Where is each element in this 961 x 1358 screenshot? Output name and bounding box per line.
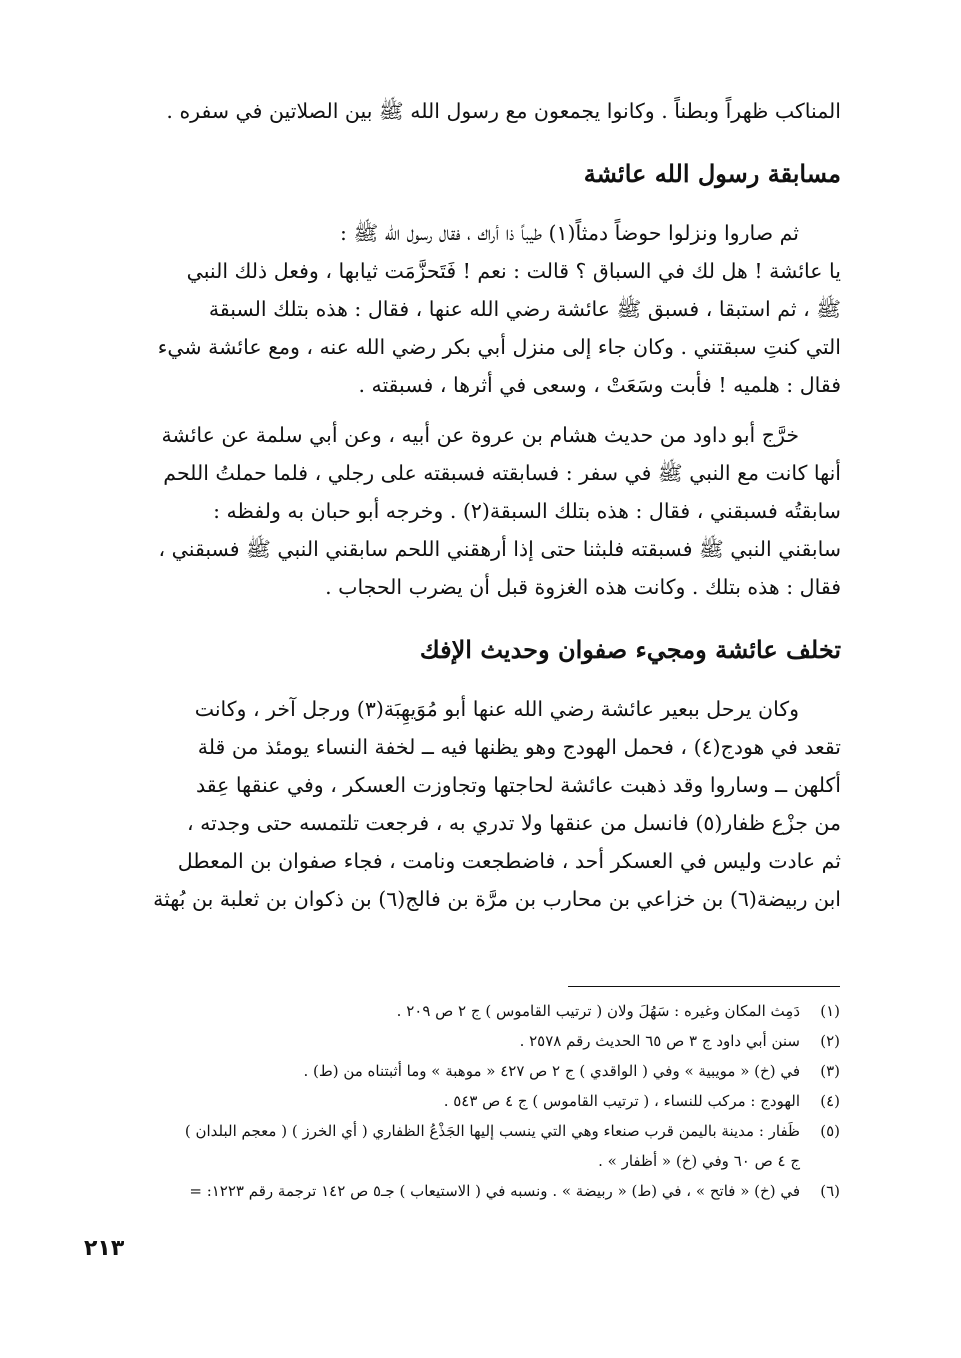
text-line: أكلهن ــ وساروا وقد ذهبت عائشة لحاجتها وتجاوزت العسكر ، وفي عنقها عِقد [196,773,841,797]
footnote [118,996,840,1026]
main-text [118,92,841,918]
text-line: ثم عادت وليس في العسكر أحد ، فاضطجعت ونامت ، فجاء صفوان بن المعطل [177,849,841,873]
text-line: فقال : هذه بتلك . وكانت هذه الغزوة قبل أن يضرب الحجاب . [325,575,841,599]
text-line: ثم صاروا ونزلوا حوضاً دمثاً(١) طيباً ذا أراك ، فقال رسول الله ﷺ : [340,221,799,245]
text-line: ابن ربيضة(٦) بن خزاعي بن محارب بن مرَّة بن فالج(٦) بن ذكوان بن ثعلبة بن بُهثة [153,887,841,911]
text-line: سابقني النبي ﷺ فسبقته فلبثنا حتى إذا أرهقني اللحم سابقني النبي ﷺ فسبقني ، [158,537,841,561]
text-line: خرَّج أبو داود من حديث هشام بن عروة عن أبيه ، وعن أبي سلمة عن عائشة [161,423,799,447]
footnote-number: (٦) [820,1182,840,1200]
footnote-number: (١) [820,1002,840,1020]
footnote-text: في (خ) « فاتح » ، في (ط) « ربيضة » . ونسبه في ( الاستيعاب ) جـ٥ ص ١٤٢ ترجمة رقم ١٢٢٣: = [189,1182,800,1200]
page-number: ٢١٣ [84,1236,125,1261]
footnote-text: دَمِث المكان وغيره : سَهُلَ ولان ( ترتيب القاموس ) ج ٢ ص ٢٠٩ . [396,1002,800,1020]
text-line: من جزْع ظفار(٥) فانسل من عنقها ولا تدري به ، فرجعت تلتمسه حتى وجدته ، [186,811,841,835]
paragraph-gap [118,404,841,416]
text-line: المناكب ظهراً وبطناً . وكانوا يجمعون مع رسول الله ﷺ بين الصلاتين في سفره . [166,99,841,123]
text-line: فقال : هلميه ! فأبت وسَعَتْ ، وسعى في أثرها ، فسبقته . [358,373,841,397]
text-line: التي كنتِ سبقتني . وكان جاء إلى منزل أبي بكر رضي الله عنه ، ومع عائشة شيء [157,335,841,359]
text-line: أنها كانت مع النبي ﷺ في سفر : فسابقته فسبقته على رجلي ، فلما حملتُ اللحم [163,461,841,485]
footnote-separator [568,986,840,987]
footnote-number: (٥) [820,1122,840,1140]
section-heading: مسابقة رسول الله عائشة [583,159,841,188]
text-line: وكان يرحل ببعير عائشة رضي الله عنها أبو مُوَيهِبَة(٣) ورجل آخر ، وكانت [194,697,799,721]
footnote [118,1086,840,1116]
footnote-text: سنن أبي داود ج ٣ ص ٦٥ الحديث رقم ٢٥٧٨ . [519,1032,800,1050]
footnote [118,1056,840,1086]
footnote [118,1026,840,1056]
footnote-number: (٤) [820,1092,840,1110]
text-line: تقعد في هودج(٤) ، فحمل الهودج وهو يظنها فيه ــ لخفة النساء يومئذ من قلة [197,735,841,759]
text-line: سابقتُه فسبقني ، فقال : هذه بتلك السبقة(٢) . وخرجه أبو حبان به ولفظه : [213,499,841,523]
section-heading: تخلف عائشة ومجيء صفوان وحديث الإفك [419,635,841,664]
footnote-text: ج ٤ ص ٦٠ وفي (خ) « أظفار » . [598,1152,800,1170]
footnote [118,1176,840,1206]
footnote-number: (٣) [820,1062,840,1080]
text-line: يا عائشة ! هل لك في السباق ؟ قالت : نعم ! فَتَحزَّمَت ثيابها ، وفعل ذلك النبي [186,259,841,283]
footnote-text: في (خ) « مويبية » وفي ( الواقدي ) ج ٢ ص ٤٢٧ « موهبة » وما أثبتناه من (ط) . [303,1062,800,1080]
footnote-text: ظَفار : مدينة باليمن قرب صنعاء وهي التي ينسب إليها الجَذْعُ الظفاري ( أي الخرز ) ( معجم البلدان ) [184,1122,800,1140]
footnotes [118,996,840,1206]
footnote [118,1116,840,1146]
footnote-continuation [118,1146,840,1176]
footnote-text: الهودج : مركب للنساء ، ( ترتيب القاموس ) ج ٤ ص ٥٤٣ . [443,1092,800,1110]
text-line: ﷺ ، ثم استبقا ، فسبق ﷺ عائشة رضي الله عنها ، فقال : هذه بتلك السبقة [208,297,841,321]
footnote-number: (٢) [820,1032,840,1050]
